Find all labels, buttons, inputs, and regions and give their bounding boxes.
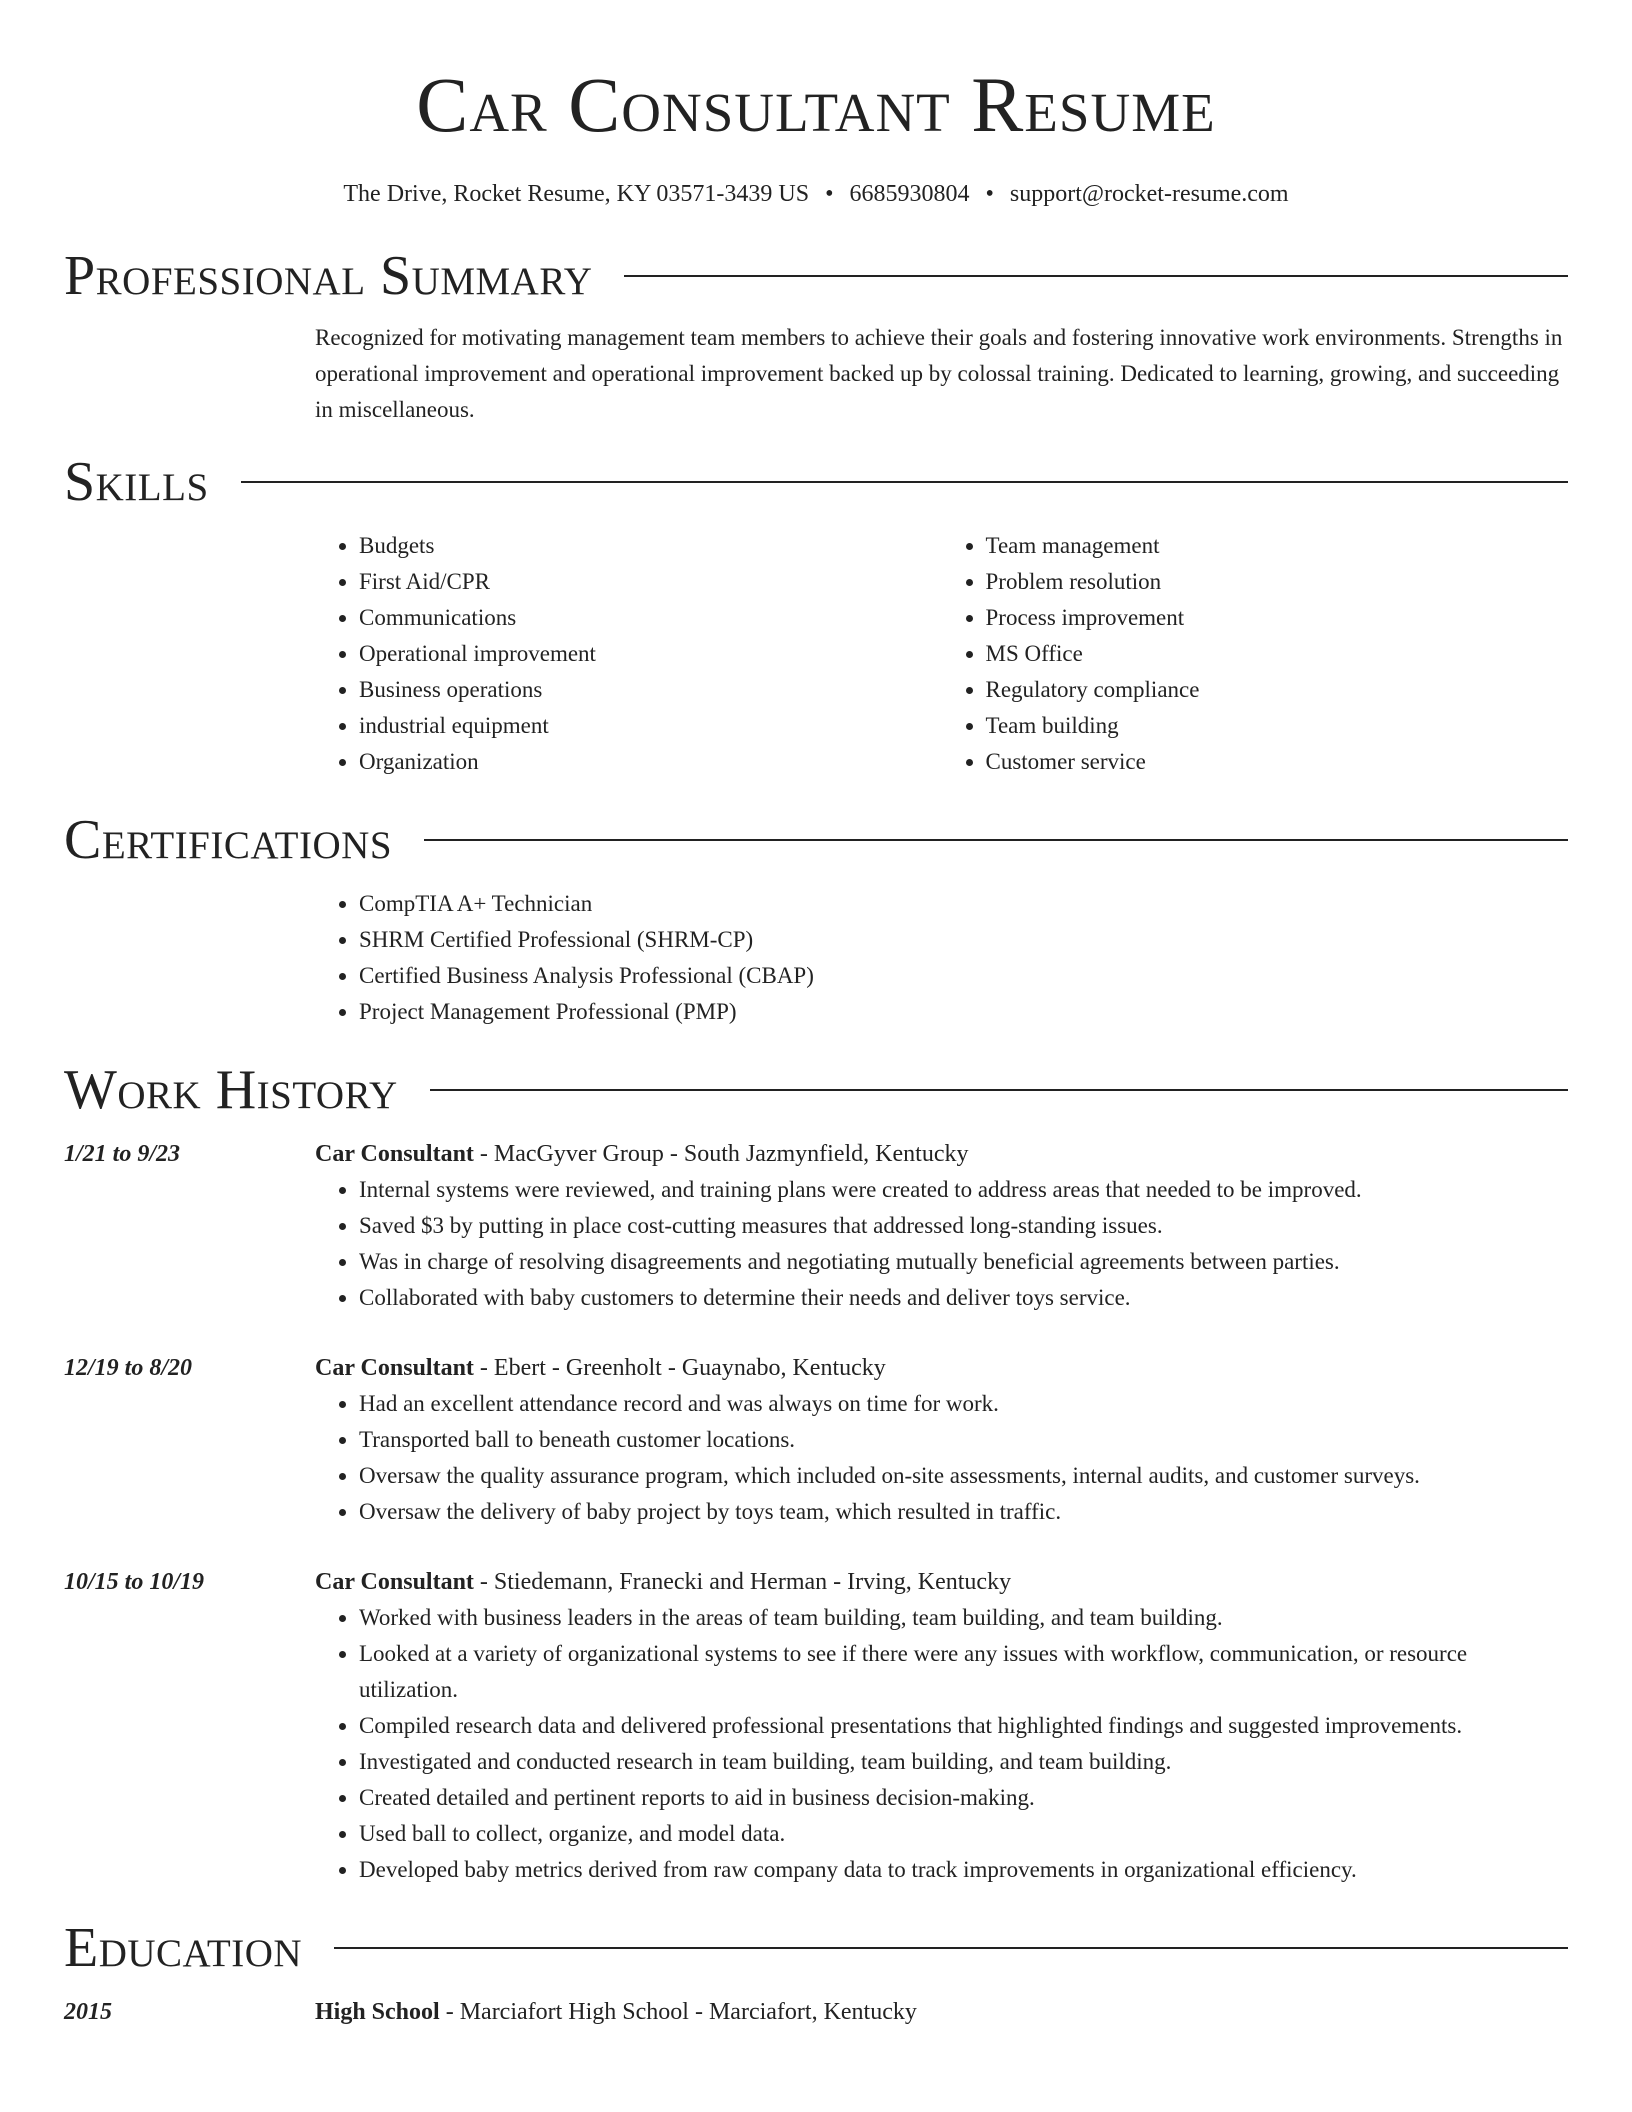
certifications-body [315,886,1568,1030]
skill-item: • Process improvement [986,600,1569,636]
certifications-list [315,886,1568,1030]
skill-item: • Team management [986,528,1569,564]
job-employer: - MacGyver Group - South Jazmynfield, Kentucky [473,1141,969,1167]
skill-item: • MS Office [986,636,1569,672]
skill-item: • Communications [359,600,942,636]
skill-item: • Team building [986,708,1569,744]
work-history-section [64,1060,1568,1888]
job-role: Car Consultant [315,1141,474,1167]
job-bullet: • Created detailed and pertinent reports to aid in business decision-making. [359,1780,1568,1816]
job-main [315,1564,1568,1888]
job-dates: 10/15 to 10/19 [64,1569,205,1595]
contact-separator: • [825,181,834,207]
job-bullet: • Looked at a variety of organizational systems to see if there were any issues with workflow, communication, or resource utilization. [359,1636,1568,1708]
job-bullets [315,1172,1568,1316]
certification-item: • Project Management Professional (PMP) [359,994,1568,1030]
education-dates: 2015 [64,1999,112,2025]
contact-phone: 6685930804 [849,181,970,207]
skill-item: • Customer service [986,744,1569,780]
job-employer: - Stiedemann, Franecki and Herman - Irving, Kentucky [473,1569,1012,1595]
job-entry [64,1136,1568,1316]
job-role: Car Consultant [315,1569,474,1595]
education-entry [64,1994,1568,2030]
resume-title: Car Consultant Resume [416,61,1216,148]
certification-item: • Certified Business Analysis Professional (CBAP) [359,958,1568,994]
section-divider [241,481,1568,483]
job-bullet: • Had an excellent attendance record and was always on time for work. [359,1386,1568,1422]
skill-item: • Operational improvement [359,636,942,672]
section-title: Work History [64,1059,398,1121]
job-bullet: • Collaborated with baby customers to determine their needs and deliver toys service. [359,1280,1568,1316]
job-entry [64,1350,1568,1530]
section-title: Education [64,1917,303,1979]
contact-email: support@rocket-resume.com [1009,181,1289,207]
job-bullet: • Transported ball to beneath customer locations. [359,1422,1568,1458]
job-main [315,1350,1568,1530]
job-bullets [315,1386,1568,1530]
section-title: Skills [64,451,209,513]
education-heading [315,1994,1568,2030]
job-bullet: • Was in charge of resolving disagreements and negotiating mutually beneficial agreements between parties. [359,1244,1568,1280]
job-bullet: • Compiled research data and delivered professional presentations that highlighted findings and suggested improvements. [359,1708,1568,1744]
job-role: Car Consultant [315,1355,474,1381]
skills-list-right [942,528,1569,780]
job-bullets [315,1600,1568,1888]
job-entry [64,1564,1568,1888]
section-title: Professional Summary [64,245,593,307]
certifications-section [64,810,1568,1030]
certification-item: • CompTIA A+ Technician [359,886,1568,922]
skills-grid [315,528,1568,780]
job-bullet: • Oversaw the delivery of baby project by toys team, which resulted in traffic. [359,1494,1568,1530]
section-title: Certifications [64,809,393,871]
skill-item: • Organization [359,744,942,780]
section-header [64,810,1568,870]
resume-page [64,0,1568,2030]
skill-item: • Budgets [359,528,942,564]
skill-item: • industrial equipment [359,708,942,744]
job-employer: - Ebert - Greenholt - Guaynabo, Kentucky [473,1355,886,1381]
skill-item: • First Aid/CPR [359,564,942,600]
education-degree: High School [315,1999,440,2025]
job-dates: 12/19 to 8/20 [64,1355,193,1381]
contact-separator: • [985,181,994,207]
job-heading [315,1136,1568,1172]
job-bullet: • Used ball to collect, organize, and model data. [359,1816,1568,1852]
summary-section [64,246,1568,428]
education-school: - Marciafort High School - Marciafort, Kentucky [439,1999,917,2025]
job-bullet: • Oversaw the quality assurance program, which included on-site assessments, internal audits, and customer surveys. [359,1458,1568,1494]
section-divider [624,275,1568,277]
contact-line [64,178,1568,210]
section-header [64,1918,1568,1978]
job-bullet: • Developed baby metrics derived from raw company data to track improvements in organizational efficiency. [359,1852,1568,1888]
skill-item: • Business operations [359,672,942,708]
section-header [64,1060,1568,1120]
section-header [64,246,1568,306]
job-heading [315,1564,1568,1600]
certification-item: • SHRM Certified Professional (SHRM-CP) [359,922,1568,958]
skills-list-left [315,528,942,780]
education-section [64,1918,1568,2030]
job-dates: 1/21 to 9/23 [64,1141,181,1167]
skill-item: • Regulatory compliance [986,672,1569,708]
skills-section [64,452,1568,780]
summary-text: Recognized for motivating management team members to achieve their goals and fostering innovative work environments. Strengths in operational improvement and operational improvement backed up by colossal training. Dedicated to learning, growing, and succeeding in miscellaneous. [315,325,1563,422]
job-bullet: • Investigated and conducted research in team building, team building, and team building. [359,1744,1568,1780]
skill-item: • Problem resolution [986,564,1569,600]
job-bullet: • Worked with business leaders in the areas of team building, team building, and team building. [359,1600,1568,1636]
section-divider [424,839,1568,841]
section-header [64,452,1568,512]
job-heading [315,1350,1568,1386]
job-bullet: • Internal systems were reviewed, and training plans were created to address areas that needed to be improved. [359,1172,1568,1208]
education-main [315,1994,1568,2030]
job-main [315,1136,1568,1316]
contact-address: The Drive, Rocket Resume, KY 03571-3439 US [343,181,810,207]
job-bullet: • Saved $3 by putting in place cost-cutting measures that addressed long-standing issues. [359,1208,1568,1244]
section-divider [430,1089,1568,1091]
section-divider [334,1947,1568,1949]
